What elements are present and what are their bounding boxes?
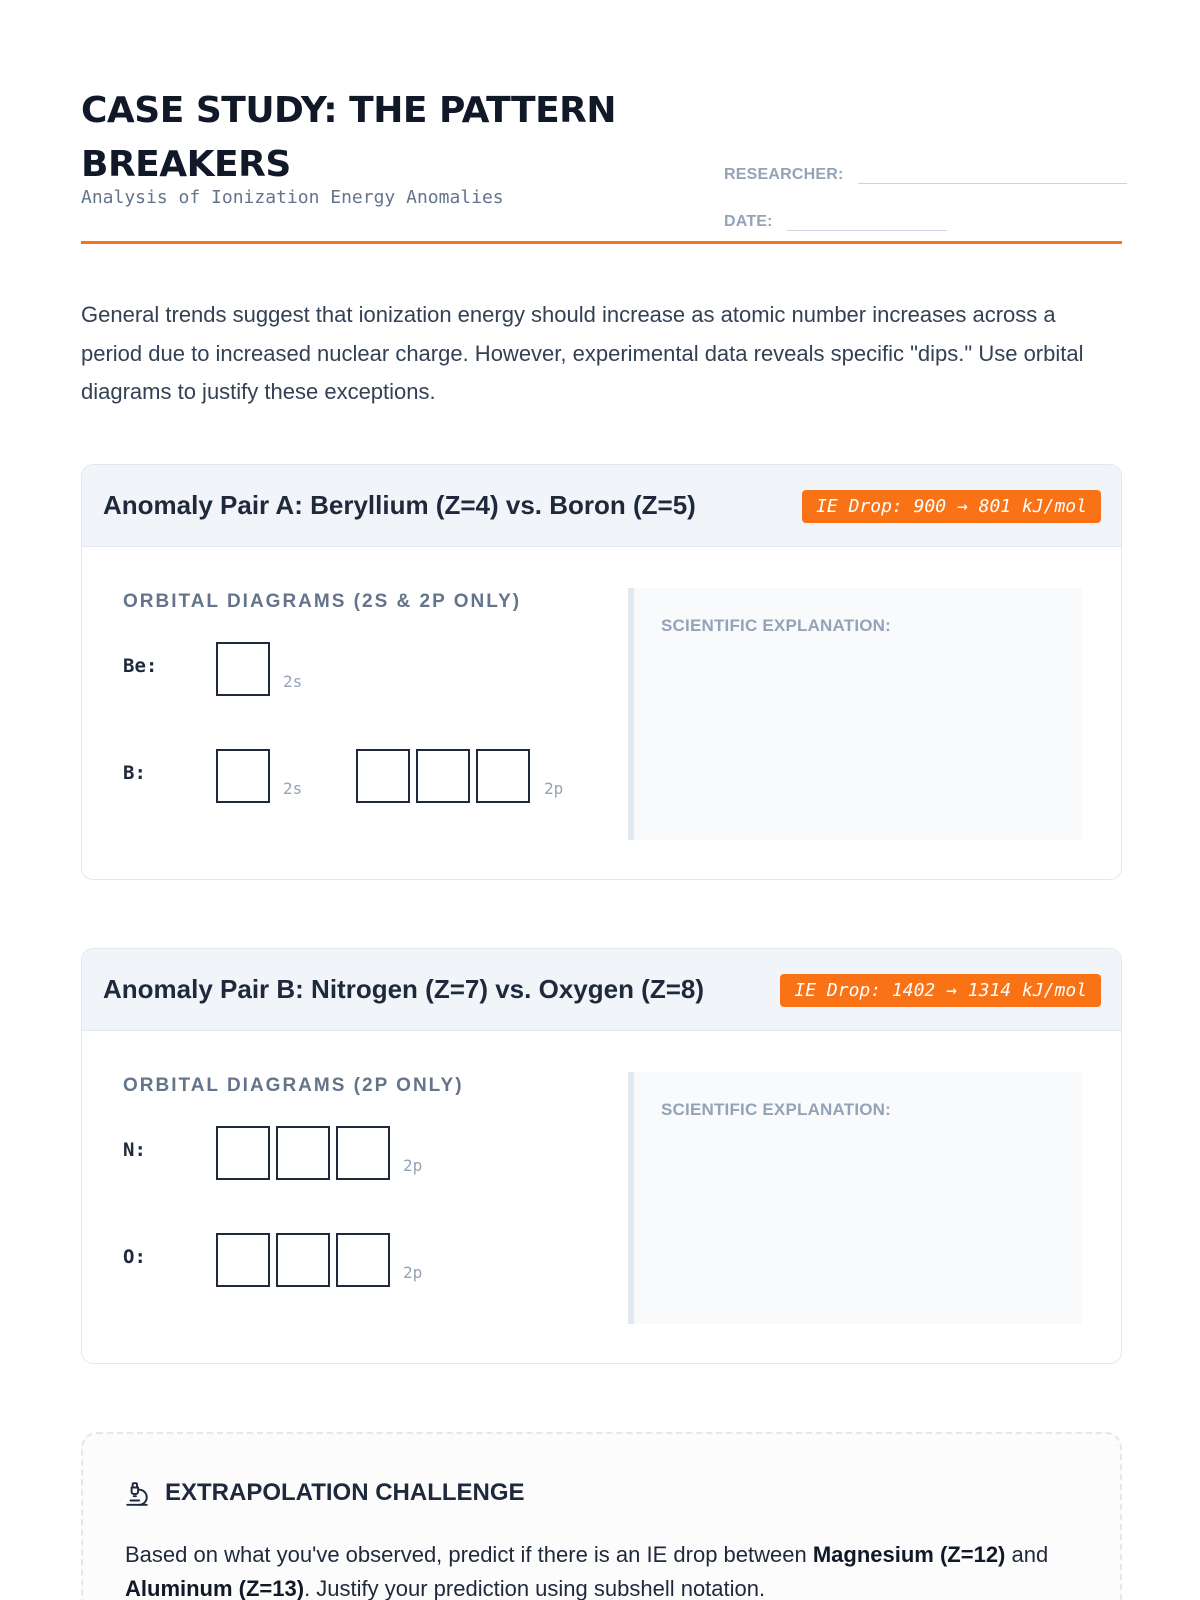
diagram-section-label: ORBITAL DIAGRAMS (2P ONLY) [123, 1075, 464, 1096]
element-label-o: O: [123, 1246, 146, 1268]
challenge-text-part: . Justify your prediction using subshell notation. [304, 1576, 766, 1600]
page-subtitle: Analysis of Ionization Energy Anomalies [81, 187, 504, 208]
sublevel-label-2p: 2p [403, 1263, 423, 1282]
challenge-title: EXTRAPOLATION CHALLENGE [165, 1479, 525, 1506]
page-title: CASE STUDY: THE PATTERN BREAKERS [81, 90, 617, 185]
explanation-box[interactable] [628, 1072, 1082, 1324]
card-header [82, 949, 1121, 1031]
ie-drop-badge: IE Drop: 900 → 801 kJ/mol [802, 490, 1101, 523]
orbital-box[interactable] [276, 1126, 330, 1180]
orbital-2p-b [356, 749, 530, 803]
card-title: Anomaly Pair B: Nitrogen (Z=7) vs. Oxygen (Z=8) [103, 974, 705, 1004]
challenge-text [125, 1538, 1085, 1600]
sublevel-label-2s: 2s [283, 672, 303, 691]
ie-drop-badge: IE Drop: 1402 → 1314 kJ/mol [780, 974, 1101, 1007]
date-field [724, 213, 947, 231]
explanation-label: SCIENTIFIC EXPLANATION: [661, 1100, 892, 1119]
researcher-field [724, 166, 1127, 184]
challenge-text-part: Based on what you've observed, predict if there is an IE drop between [125, 1542, 813, 1567]
orbital-box[interactable] [336, 1126, 390, 1180]
explanation-box[interactable] [628, 588, 1082, 840]
orbital-box[interactable] [216, 642, 270, 696]
card-header [82, 465, 1121, 547]
microscope-icon [124, 1481, 150, 1507]
element-label-b: B: [123, 762, 146, 784]
orbital-box[interactable] [276, 1233, 330, 1287]
orbital-2s-be [216, 642, 270, 696]
sublevel-label-2s: 2s [283, 779, 303, 798]
intro-paragraph: General trends suggest that ionization energy should increase as atomic number increases across a period due to increased nuclear charge. However, experimental data reveals specific "dips." Use orbital diagrams to justify these exceptions. [81, 302, 1084, 404]
date-input-line[interactable] [787, 213, 947, 231]
orbital-box[interactable] [216, 1126, 270, 1180]
sublevel-label-2p: 2p [544, 779, 564, 798]
diagram-section-label: ORBITAL DIAGRAMS (2S & 2P ONLY) [123, 591, 522, 612]
orbital-box[interactable] [216, 749, 270, 803]
orbital-2p-n [216, 1126, 390, 1180]
card-title: Anomaly Pair A: Beryllium (Z=4) vs. Boron (Z=5) [103, 490, 696, 520]
element-label-be: Be: [123, 655, 158, 677]
researcher-input-line[interactable] [858, 166, 1127, 184]
challenge-text-part: and [1005, 1542, 1049, 1567]
anomaly-pair-a-card [81, 464, 1122, 880]
sublevel-label-2p: 2p [403, 1156, 423, 1175]
element-label-n: N: [123, 1139, 146, 1161]
orbital-2s-b [216, 749, 270, 803]
worksheet-header [81, 80, 1122, 244]
extrapolation-challenge [81, 1432, 1122, 1600]
orbital-box[interactable] [336, 1233, 390, 1287]
orbital-2p-o [216, 1233, 390, 1287]
orbital-box[interactable] [216, 1233, 270, 1287]
orbital-box[interactable] [476, 749, 530, 803]
date-label: DATE: [724, 213, 773, 230]
explanation-label: SCIENTIFIC EXPLANATION: [661, 616, 892, 635]
orbital-box[interactable] [416, 749, 470, 803]
challenge-element-mg: Magnesium (Z=12) [812, 1542, 1006, 1567]
anomaly-pair-b-card [81, 948, 1122, 1364]
orbital-box[interactable] [356, 749, 410, 803]
challenge-element-al: Aluminum (Z=13) [125, 1576, 305, 1600]
researcher-label: RESEARCHER: [724, 166, 844, 183]
